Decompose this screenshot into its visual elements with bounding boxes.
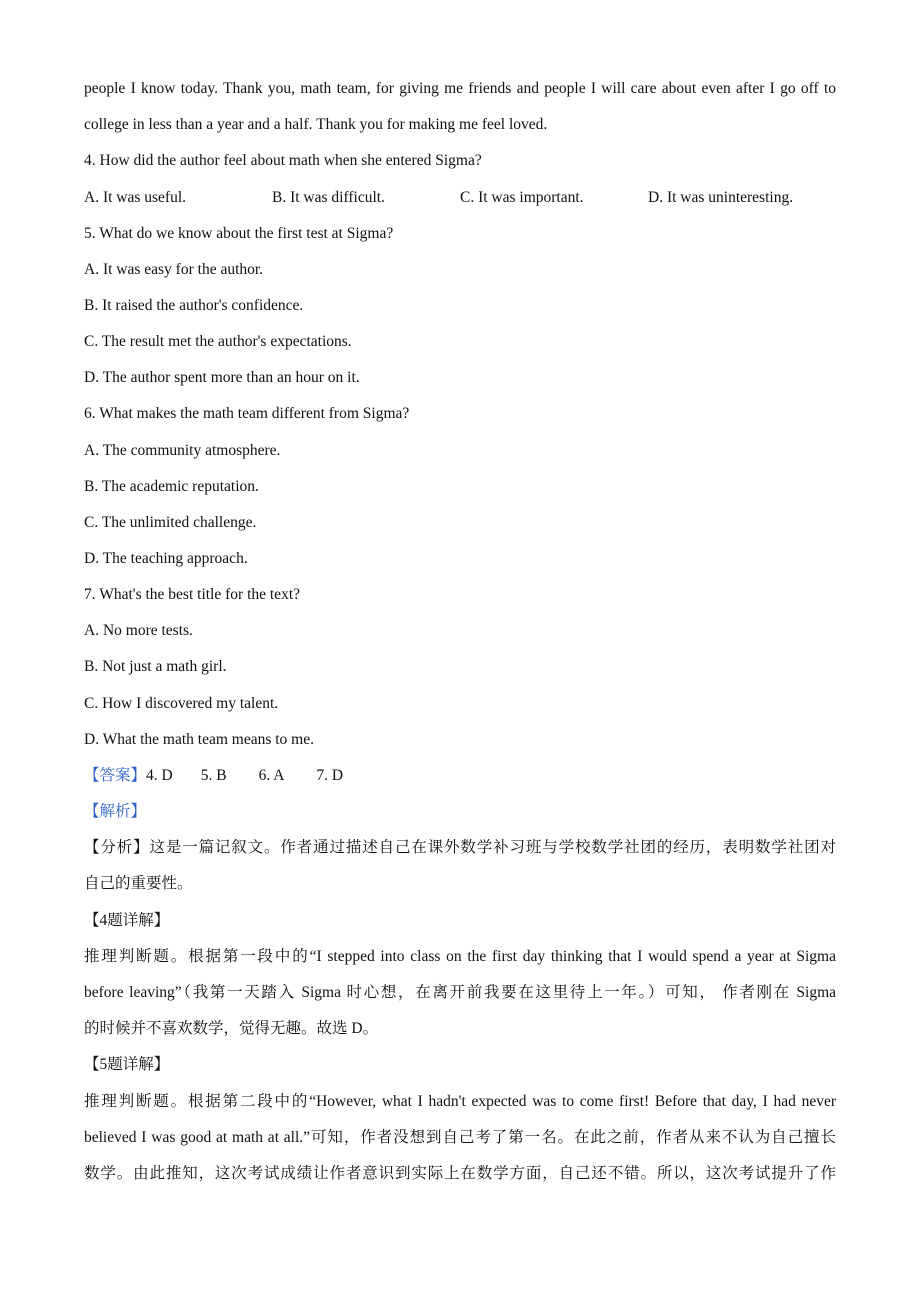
q4-detail-line: before leaving”（我第一天踏入 Sigma 时心想，在离开前我要在这里待上一年。）可知， 作者刚在 Sigma bbox=[84, 984, 836, 1001]
question-5-option-a: A. It was easy for the author. bbox=[84, 261, 264, 278]
q5-detail-line: believed I was good at math at all.”可知，作者没想到自己考了第一名。在此之前，作者从来不认为自己擅长 bbox=[84, 1129, 836, 1146]
question-6-option-d: D. The teaching approach. bbox=[84, 550, 248, 567]
answer-item: 4. D bbox=[146, 767, 173, 784]
question-5-option-d: D. The author spent more than an hour on it. bbox=[84, 369, 360, 386]
answer-item: 7. D bbox=[316, 767, 344, 784]
question-4-option-d: D. It was uninteresting. bbox=[648, 189, 794, 206]
answer-item: 5. B bbox=[200, 767, 227, 784]
analysis-summary-line: 自己的重要性。 bbox=[84, 875, 193, 892]
q5-detail-header: 【5题详解】 bbox=[84, 1056, 170, 1073]
question-6-stem: 6. What makes the math team different from Sigma? bbox=[84, 405, 410, 422]
question-6-option-b: B. The academic reputation. bbox=[84, 478, 259, 495]
q4-detail-line: 的时候并不喜欢数学，觉得无趣。故选 D。 bbox=[84, 1020, 379, 1037]
question-4-option-c: C. It was important. bbox=[460, 189, 584, 206]
passage-line: people I know today. Thank you, math team, for giving me friends and people I will care about even after I go off to bbox=[84, 80, 836, 97]
question-6-option-c: C. The unlimited challenge. bbox=[84, 514, 257, 531]
question-5-option-c: C. The result met the author's expectations. bbox=[84, 333, 352, 350]
q5-detail-line: 推理判断题。根据第二段中的“However, what I hadn't expected was to come first! Before that day, I had never bbox=[84, 1093, 836, 1110]
question-5-option-b: B. It raised the author's confidence. bbox=[84, 297, 304, 314]
question-5-stem: 5. What do we know about the first test at Sigma? bbox=[84, 225, 394, 242]
answer-line bbox=[84, 766, 343, 786]
question-7-option-d: D. What the math team means to me. bbox=[84, 731, 314, 748]
q4-detail-line: 推理判断题。根据第一段中的“I stepped into class on the first day thinking that I would spend a year at Sigma bbox=[84, 948, 836, 965]
q5-detail-line: 数学。由此推知，这次考试成绩让作者意识到实际上在数学方面，自己还不错。所以，这次考试提升了作 bbox=[84, 1165, 836, 1182]
answer-item: 6. A bbox=[258, 767, 285, 784]
question-7-option-b: B. Not just a math girl. bbox=[84, 658, 227, 675]
q4-detail-header: 【4题详解】 bbox=[84, 912, 170, 929]
passage-line: college in less than a year and a half. Thank you for making me feel loved. bbox=[84, 116, 548, 133]
question-4-option-b: B. It was difficult. bbox=[272, 189, 385, 206]
analysis-summary-line: 【分析】这是一篇记叙文。作者通过描述自己在课外数学补习班与学校数学社团的经历，表明数学社团对 bbox=[84, 839, 836, 856]
question-4-option-a: A. It was useful. bbox=[84, 189, 187, 206]
question-7-stem: 7. What's the best title for the text? bbox=[84, 586, 301, 603]
question-4-stem: 4. How did the author feel about math when she entered Sigma? bbox=[84, 152, 482, 169]
analysis-label: 【解析】 bbox=[84, 803, 147, 820]
question-7-option-a: A. No more tests. bbox=[84, 622, 193, 639]
answer-label: 【答案】 bbox=[84, 767, 147, 784]
question-6-option-a: A. The community atmosphere. bbox=[84, 442, 281, 459]
question-7-option-c: C. How I discovered my talent. bbox=[84, 695, 279, 712]
